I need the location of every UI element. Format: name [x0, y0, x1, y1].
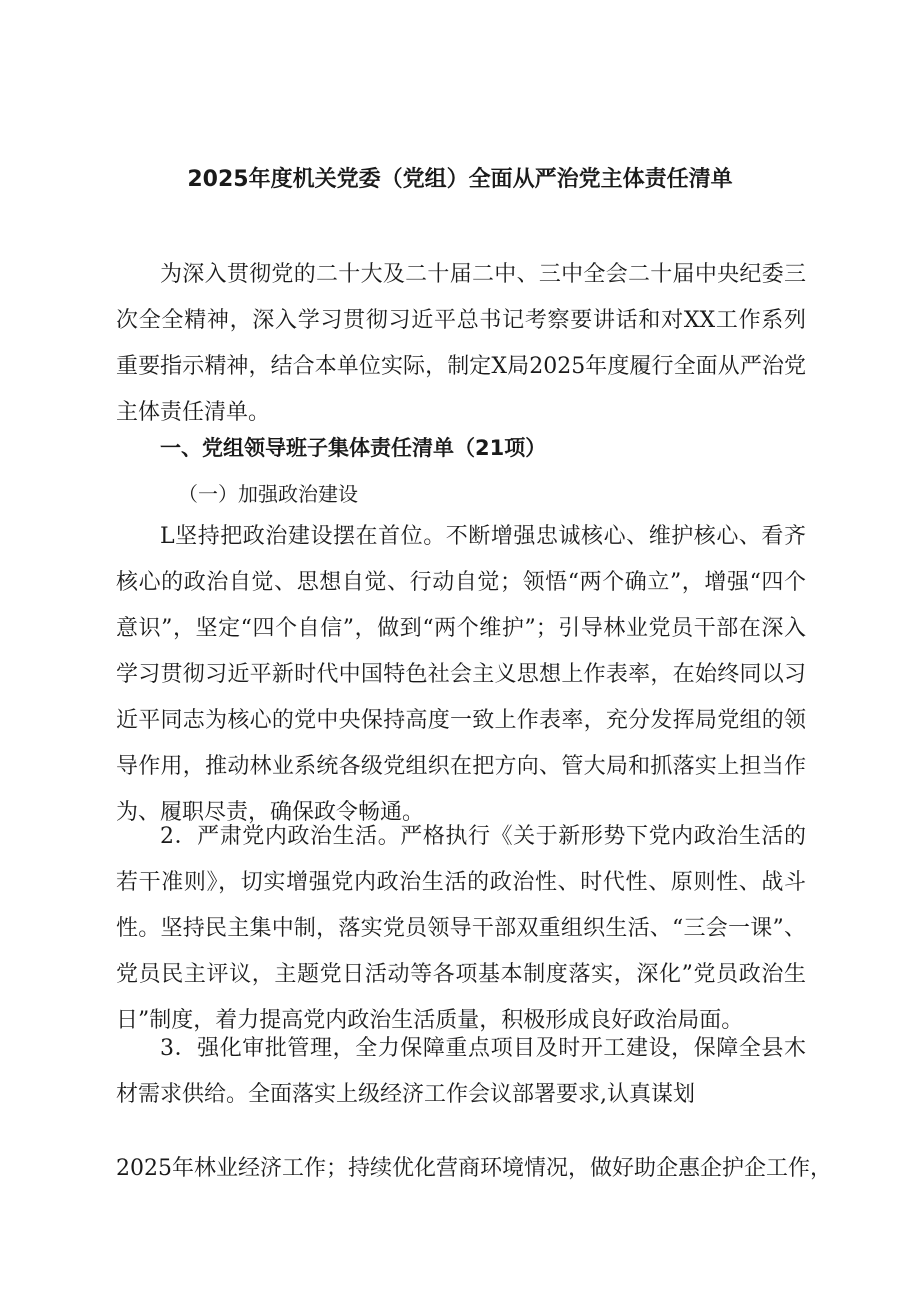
item-2-paragraph: 2．严肃党内政治生活。严格执行《关于新形势下党内政治生活的若干准则》，切实增强党内政治生活的政治性、时代性、原则性、战斗性。坚持民主集中制，落实党员领导干部双重组织生活、“三会一课”、党员民主评议，主题党日活动等各项基本制度落实，深化”党员政治生日”制度，着力提高党内政治生活质量，积极形成良好政治局面。	[116, 824, 806, 1033]
intro-paragraph: 为深入贯彻党的二十大及二十届二中、三中全会二十届中央纪委三次全全精神，深入学习贯彻习近平总书记考察要讲话和对XX工作系列重要指示精神，结合本单位实际，制定X局2025年度履行全面从严治党主体责任清单。	[116, 262, 806, 425]
item-1-paragraph: L坚持把政治建设摆在首位。不断增强忠诚核心、维护核心、看齐核心的政治自觉、思想自觉、行动自觉；领悟“两个确立”，增强“四个意识”，坚定“四个自信”，做到“两个维护”；引导林业党员干部在深入学习贯彻习近平新时代中国特色社会主义思想上作表率，在始终同以习近平同志为核心的党中央保持高度一致上作表率，充分发挥局党组的领导作用，推动林业系统各级党组织在把方向、管大局和抓落实上担当作为、履职尽责，确保政令畅通。	[116, 524, 806, 825]
item-3-paragraph: 3．强化审批管理，全力保障重点项目及时开工建设，保障全县木材需求供给。全面落实上级经济工作会议部署要求,认真谋划	[116, 1036, 806, 1107]
document-title: 2025年度机关党委（党组）全面从严治党主体责任清单	[187, 167, 733, 192]
item-3-continued-line: 2025年林业经济工作；持续优化营商环境情况，做好助企惠企护企工作，	[116, 1156, 832, 1181]
subsection-heading: （一）加强政治建设	[178, 482, 358, 506]
section-heading: 一、党组领导班子集体责任清单（21项）	[160, 436, 547, 460]
